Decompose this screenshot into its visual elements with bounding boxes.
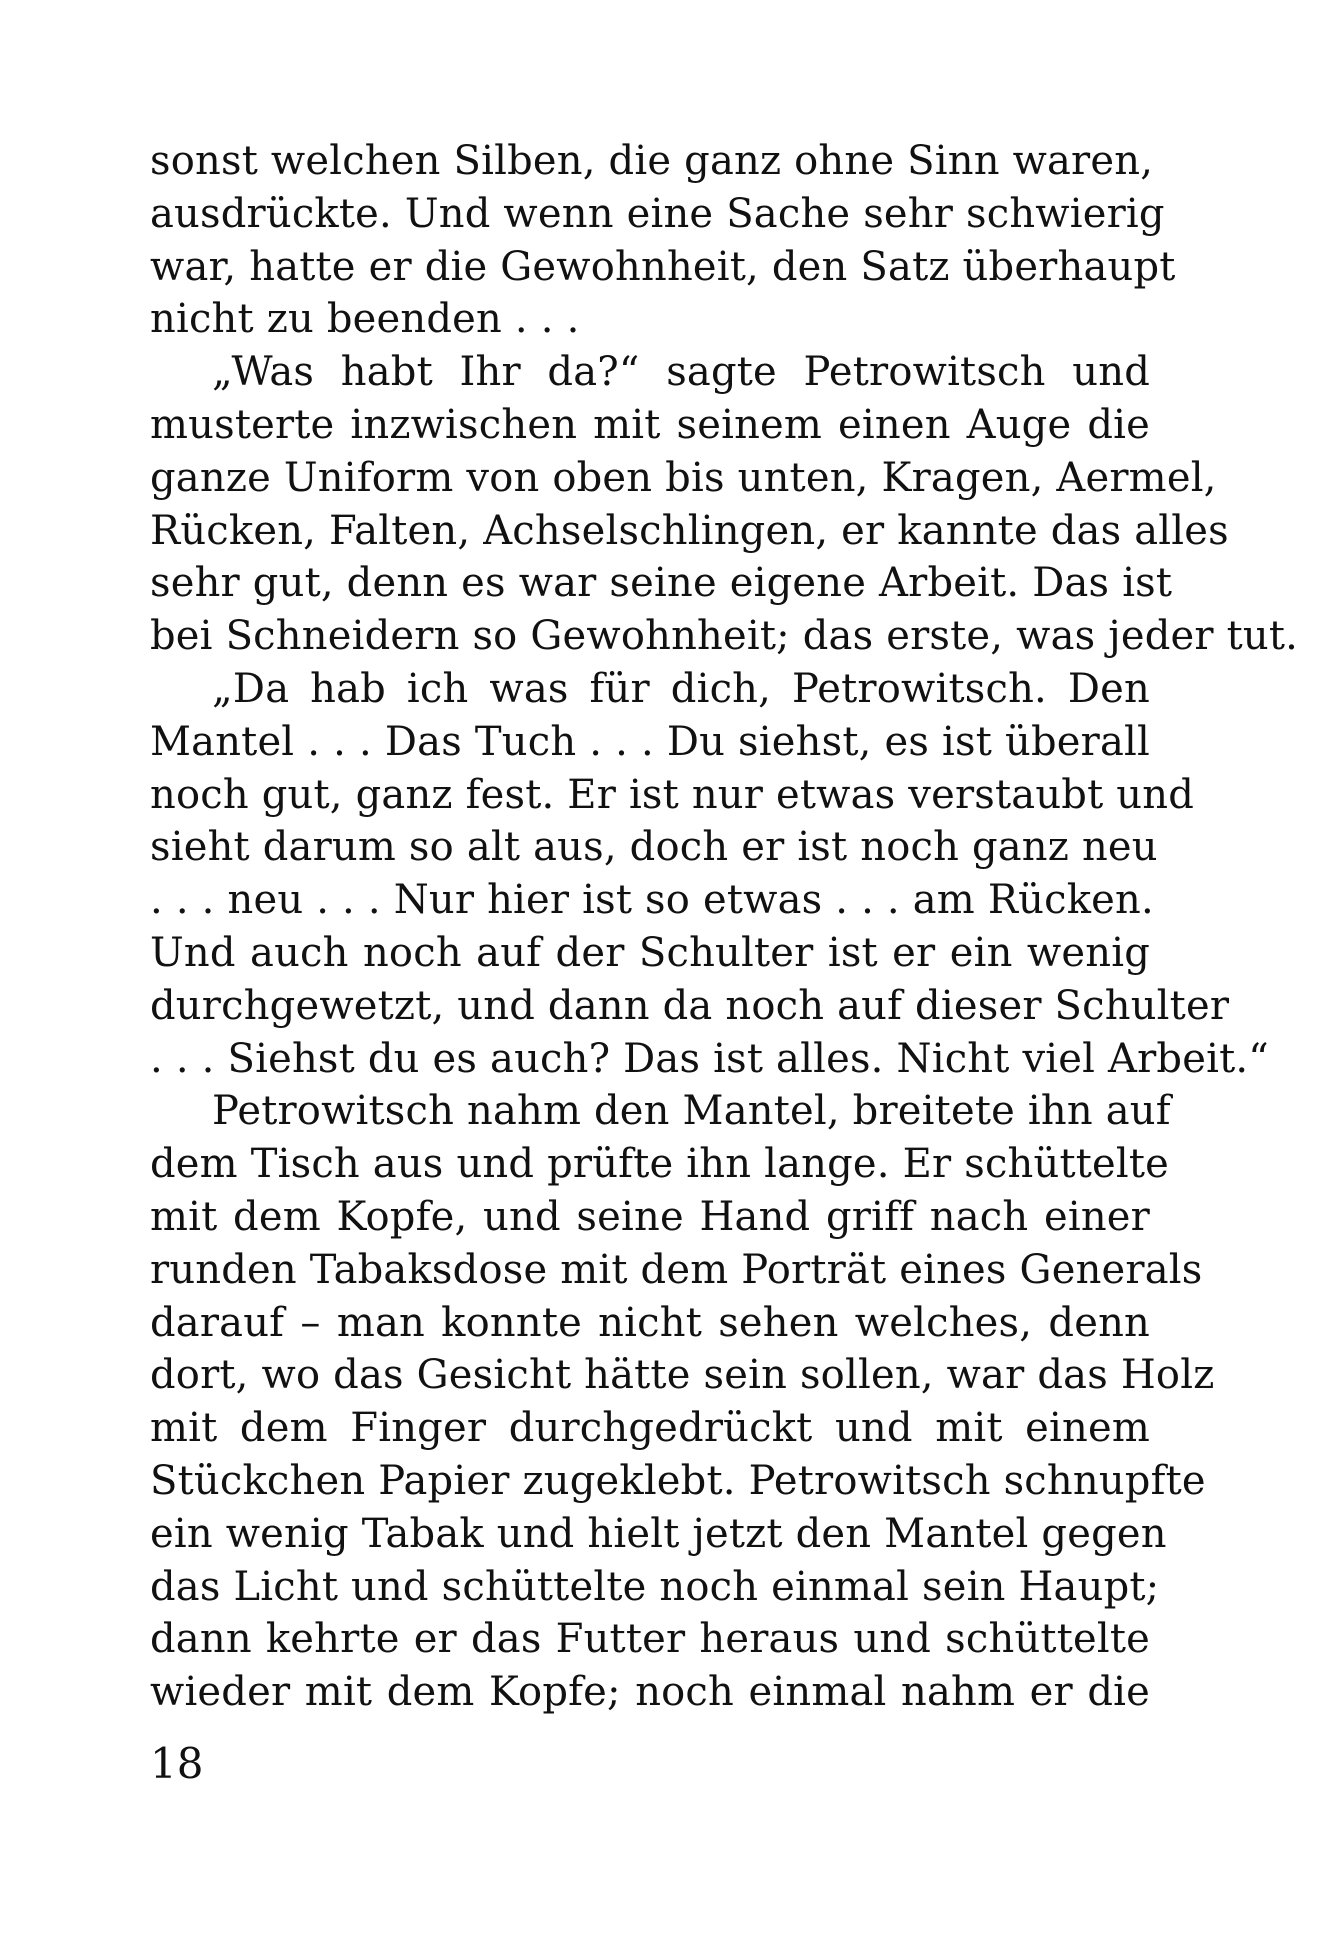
text-line: Stückchen Papier zugeklebt. Petrowitsch schnupfte — [150, 1457, 1206, 1504]
text-line: musterte inzwischen mit seinem einen Auge die — [150, 401, 1150, 448]
text-line: „Was habt Ihr da?“ sagte Petrowitsch und — [212, 349, 1150, 396]
text-line: ein wenig Tabak und hielt jetzt den Mantel gegen — [150, 1510, 1167, 1557]
text-line: Mantel . . . Das Tuch . . . Du siehst, es ist überall — [150, 718, 1150, 765]
text-line: wieder mit dem Kopfe; noch einmal nahm er die — [150, 1669, 1150, 1716]
text-line: nicht zu beenden . . . — [150, 296, 580, 343]
text-line: durchgewetzt, und dann da noch auf dieser Schulter — [150, 982, 1230, 1029]
text-line: „Da hab ich was für dich, Petrowitsch. Den — [212, 665, 1150, 712]
text-line: sonst welchen Silben, die ganz ohne Sinn waren, — [150, 138, 1154, 184]
page-number: 18 — [150, 1739, 204, 1788]
text-line: das Licht und schüttelte noch einmal sein Haupt; — [150, 1563, 1160, 1610]
text-line: sieht darum so alt aus, doch er ist noch ganz neu — [150, 824, 1158, 871]
text-line: runden Tabaksdose mit dem Porträt eines Generals — [150, 1246, 1203, 1293]
text-line: Petrowitsch nahm den Mantel, breitete ihn auf — [212, 1088, 1171, 1135]
text-line: ausdrückte. Und wenn eine Sache sehr schwierig — [150, 190, 1165, 237]
text-line: ganze Uniform von oben bis unten, Kragen, Aermel, — [150, 454, 1217, 501]
text-line: Rücken, Falten, Achselschlingen, er kannte das alles — [150, 507, 1229, 554]
text-line: mit dem Kopfe, und seine Hand griff nach einer — [150, 1193, 1150, 1240]
text-line: Und auch noch auf der Schulter ist er ein wenig — [150, 929, 1150, 976]
text-line: . . . Siehst du es auch? Das ist alles. Nicht viel Arbeit.“ — [150, 1035, 1269, 1082]
body-text — [150, 135, 1299, 1719]
text-line: dann kehrte er das Futter heraus und schüttelte — [150, 1616, 1150, 1663]
text-line: darauf – man konnte nicht sehen welches, denn — [150, 1299, 1150, 1346]
text-line: . . . neu . . . Nur hier ist so etwas . . . am Rücken. — [150, 877, 1154, 924]
text-line: dort, wo das Gesicht hätte sein sollen, war das Holz — [150, 1352, 1215, 1399]
text-line: noch gut, ganz fest. Er ist nur etwas verstaubt und — [150, 771, 1195, 818]
text-line: dem Tisch aus und prüfte ihn lange. Er schüttelte — [150, 1141, 1170, 1188]
text-line: mit dem Finger durchgedrückt und mit einem — [150, 1405, 1150, 1452]
text-line: war, hatte er die Gewohnheit, den Satz überhaupt — [150, 243, 1176, 290]
text-line: bei Schneidern so Gewohnheit; das erste, was jeder tut. — [150, 613, 1299, 660]
text-line: sehr gut, denn es war seine eigene Arbeit. Das ist — [150, 560, 1173, 607]
